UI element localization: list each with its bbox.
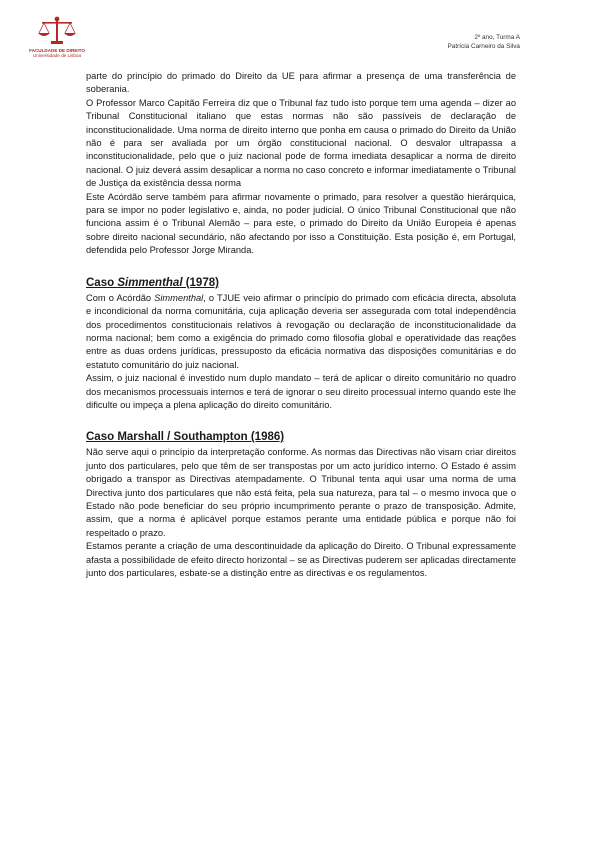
faculty-logo [22,12,92,60]
scales-of-justice-icon [22,12,92,48]
paragraph: parte do princípio do primado do Direito da UE para afirmar a presença de uma transferência de soberania. [86,71,516,95]
paragraph-rest: , o TJUE veio afirmar o princípio do primado com eficácia directa, absoluta e incondicional da norma comunitária, cuja aplicação deveria ser assegurada com total independência dos procedimentos constitucionais relativos à revogação ou declaração de inconstitucionalidade da norma nacional; bem como a exigência do primado como filosofia global e operatividade das reações entre as duas ordens jurídicas, pressuposto da eficácia normativa das disposições comunitárias e do estatuto comunitário do juiz nacional. [86,292,516,370]
section-heading-simmenthal [86,276,516,290]
document-body [86,70,516,580]
paragraph: Este Acórdão serve também para afirmar novamente o primado, para resolver a questão hierárquica, para se impor no poder legislativo e, ainda, no poder judicial. O único Tribunal Constitucional que não funciona assim é o Tribunal Alemão – para este, o primado do Direito da União Europeia é apenas sobre direito nacional secundário, não afectando por isso a Constituição. Esta posição é, em Portugal, defendida pelo Professor Jorge Miranda. [86,191,516,256]
header-class-line: 2º ano, Turma A [474,34,520,41]
paragraph: Estamos perante a criação de uma descontinuidade da aplicação do Direito. O Tribunal expressamente afasta a possibilidade de efeito directo horizontal – se as Directivas puderem ser aplicadas directamente junto dos particulares, esbate-se a distinção entre as directivas e os regulamentos. [86,541,516,578]
section-heading-marshall: Caso Marshall / Southampton (1986) [86,431,285,444]
paragraph: Assim, o juiz nacional é investido num duplo mandato – terá de aplicar o direito comunitário no quadro dos mecanismos processuais internos e terá de ignorar o seu direito processual interno quando este lhe dificulte ou impeça a plena aplicação do direito comunitário. [86,373,516,410]
logo-text [22,48,92,59]
paragraph-lead: Com o Acórdão [86,292,155,303]
paragraph: O Professor Marco Capitão Ferreira diz que o Tribunal faz tudo isto porque tem uma agenda – dizer ao Tribunal Constitucional italiano que estas normas não são passíveis de declaração de inconstitucionalidade. Uma norma de direito interno que ponha em causa o primado do Direito da União não é para ser avaliada por um órgão constitucional nacional. O desvalor ultrapassa a inconstitucionalidade, pelo que o juiz nacional pode de forma imediata desaplicar a norma de direito nacional. O juiz deverá assim desaplicar a norma no caso concreto e informar imediatamente o Tribunal de Justiça da existência dessa norma [86,97,516,189]
logo-title: FACULDADE DE DIREITO [29,48,85,53]
header-author-line: Patrícia Carneiro da Silva [447,42,520,50]
case-name-italic: Simmenthal [154,292,204,303]
document-header [448,34,520,51]
heading-prefix: Caso [86,276,118,289]
paragraph [86,292,516,372]
heading-case-name: Simmenthal [117,276,183,289]
heading-year: (1978) [182,276,219,289]
paragraph: Não serve aqui o princípio da interpretação conforme. As normas das Directivas não visam criar direitos junto dos particulares, pelo que têm de ser transpostas por um acto jurídico interno. O Estado é assim obrigado a transpor as Directivas atempadamente. O Tribunal tenta aqui usar uma norma de uma Directiva junto dos particulares que não está feita, pela sua natureza, para tal – o mesmo invoca que o Estado não pode beneficiar do seu próprio incumprimento perante o prazo de transposição. Admite, assim, que a norma é aplicável porque estamos perante uma entidade pública e porque não foi respeitado o prazo. [86,447,516,538]
logo-subtitle: Universidade de Lisboa [32,53,81,59]
